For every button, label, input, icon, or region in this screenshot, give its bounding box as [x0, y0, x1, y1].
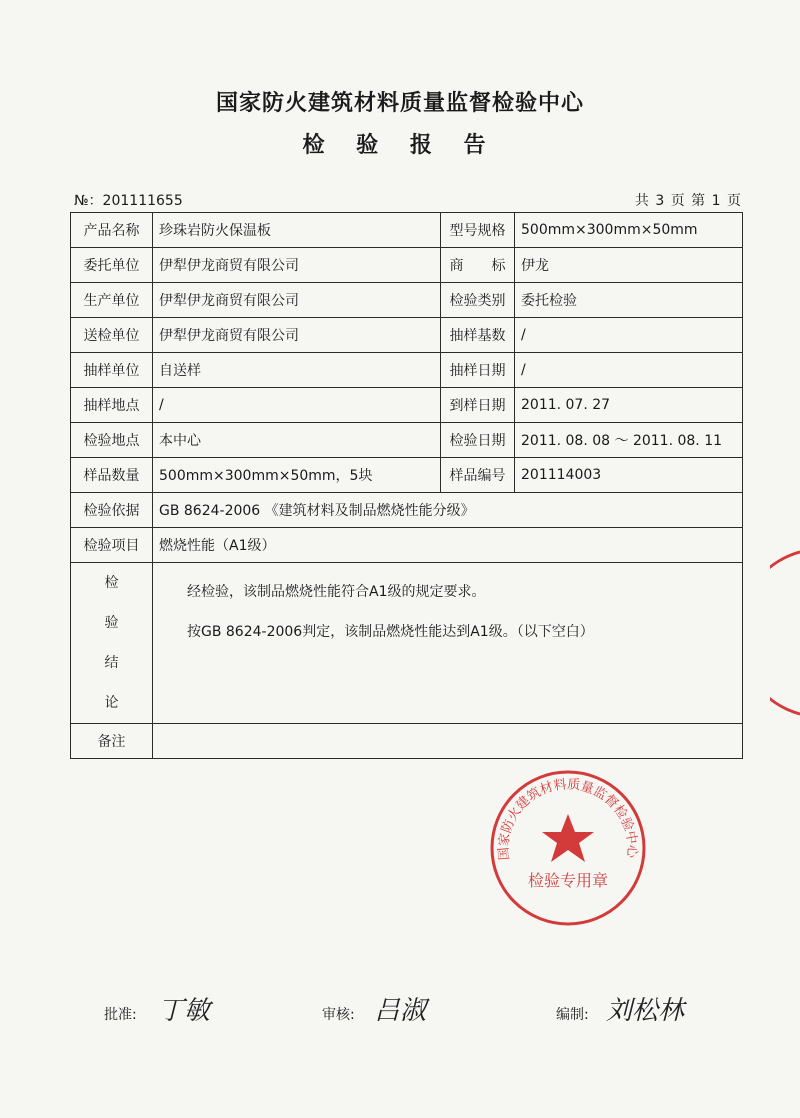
review-label: 审核:	[322, 1007, 355, 1023]
table-row	[71, 353, 743, 388]
manufacturer-value: 伊犁伊龙商贸有限公司	[153, 283, 441, 318]
edge-seal-icon	[770, 548, 800, 718]
model-spec-value: 500mm×300mm×50mm	[515, 213, 743, 248]
submitter-label: 送检单位	[71, 318, 153, 353]
conclusion-label-char: 结	[104, 655, 119, 671]
prepare-signature: 刘松林	[606, 996, 685, 1026]
product-name-label: 产品名称	[71, 213, 153, 248]
client-label: 委托单位	[71, 248, 153, 283]
conclusion-text-2: 按GB 8624-2006判定，该制品燃烧性能达到A1级。（以下空白）	[187, 624, 594, 640]
test-type-value: 委托检验	[515, 283, 743, 318]
table-row	[71, 458, 743, 493]
conclusion-label-char: 检	[104, 575, 119, 591]
official-seal-icon	[488, 768, 648, 928]
review-signature: 吕淑	[374, 996, 427, 1026]
conclusion-label-char: 论	[104, 695, 119, 711]
prepare-label: 编制:	[556, 1007, 589, 1023]
table-row	[71, 493, 743, 528]
conclusion-text-1: 经检验，该制品燃烧性能符合A1级的规定要求。	[187, 584, 486, 600]
model-spec-label: 型号规格	[441, 213, 515, 248]
test-basis-value: GB 8624-2006 《建筑材料及制品燃烧性能分级》	[153, 493, 743, 528]
table-row	[71, 318, 743, 353]
trademark-label: 商 标	[441, 248, 515, 283]
submitter-value: 伊犁伊龙商贸有限公司	[153, 318, 441, 353]
test-type-label: 检验类别	[441, 283, 515, 318]
product-name-value: 珍珠岩防火保温板	[153, 213, 441, 248]
test-basis-label: 检验依据	[71, 493, 153, 528]
test-place-label: 检验地点	[71, 423, 153, 458]
approve-signature: 丁敏	[158, 996, 211, 1026]
page-info: 共 3 页 第 1 页	[634, 193, 742, 209]
report-form-table	[70, 212, 743, 759]
table-row	[71, 248, 743, 283]
table-row	[71, 283, 743, 318]
star-icon	[542, 814, 594, 862]
table-row	[71, 563, 743, 724]
arrival-date-label: 到样日期	[441, 388, 515, 423]
test-item-label: 检验项目	[71, 528, 153, 563]
remarks-label: 备注	[71, 724, 153, 759]
test-date-label: 检验日期	[441, 423, 515, 458]
table-row	[71, 213, 743, 248]
org-name: 国家防火建筑材料质量监督检验中心	[215, 91, 584, 116]
table-row	[71, 388, 743, 423]
test-item-value: 燃烧性能（A1级）	[153, 528, 743, 563]
sample-qty-value: 500mm×300mm×50mm，5块	[153, 458, 441, 493]
sample-qty-label: 样品数量	[71, 458, 153, 493]
sample-no-label: 样品编号	[441, 458, 515, 493]
sample-base-value: /	[515, 318, 743, 353]
sampling-date-label: 抽样日期	[441, 353, 515, 388]
conclusion-cell	[153, 563, 743, 724]
table-row	[71, 528, 743, 563]
seal-ring-text: 国家防火建筑材料质量监督检验中心	[496, 777, 640, 861]
table-row	[71, 423, 743, 458]
table-row	[71, 724, 743, 759]
conclusion-label-char: 验	[104, 615, 119, 631]
trademark-value: 伊龙	[515, 248, 743, 283]
test-place-value: 本中心	[153, 423, 441, 458]
conclusion-label	[71, 563, 153, 724]
report-number: №：201111655	[74, 193, 183, 209]
remarks-value	[153, 724, 743, 759]
manufacturer-label: 生产单位	[71, 283, 153, 318]
approve-label: 批准:	[104, 1007, 137, 1023]
sampling-unit-label: 抽样单位	[71, 353, 153, 388]
sample-base-label: 抽样基数	[441, 318, 515, 353]
report-title: 检 验 报 告	[302, 133, 498, 158]
seal-center-text: 检验专用章	[527, 871, 609, 890]
test-date-value: 2011. 08. 08 ～ 2011. 08. 11	[515, 423, 743, 458]
arrival-date-value: 2011. 07. 27	[515, 388, 743, 423]
sample-no-value: 201114003	[515, 458, 743, 493]
sampling-place-value: /	[153, 388, 441, 423]
sampling-place-label: 抽样地点	[71, 388, 153, 423]
sampling-unit-value: 自送样	[153, 353, 441, 388]
client-value: 伊犁伊龙商贸有限公司	[153, 248, 441, 283]
sampling-date-value: /	[515, 353, 743, 388]
